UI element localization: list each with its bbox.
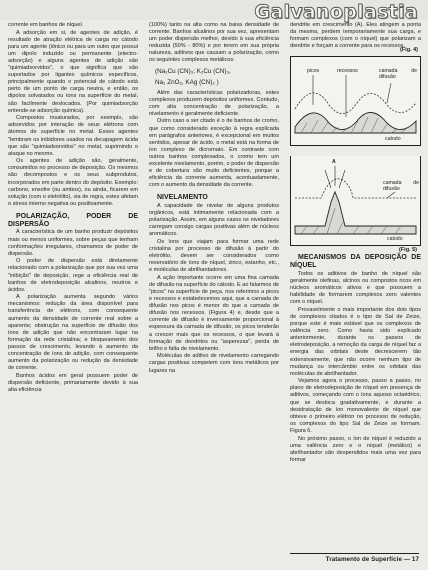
figure-5-dendrite: [290, 156, 421, 254]
figure-5-diagram: [291, 156, 420, 244]
label-camada-difusao: camada de difusão: [379, 68, 417, 81]
figure-4-diffusion-layer: [290, 47, 421, 146]
paragraph: Além das características polarizadoras, estes complexos produzem depósitos uniformes. Contudo, com alta concentração de polarização, a nivelamento é geralmente deficiente.: [149, 89, 279, 117]
label-recessos: recessos: [337, 68, 358, 75]
text-column-1: [8, 22, 138, 395]
paragraph: O poder de dispersão está diretamente relacionado com a polarização que por sua vez uma "inibição" de deposição, rege a eficiência real de banhos de eletrodeposição alcalinos, neutros e ácidos.: [8, 258, 138, 293]
paragraph: A adsorção em si, de agentes de adição, é resultado de atração elétrica de carga no cátodo para um agente (iônico ou para um outro que possui um dipolo induzido ou permanente (electro-adsorção) e alguns agentes de adição são "quimiadsorvidos", o que significa que são suportados por ligantes químicos específicos, principalmente quando o potencial de cátodo está perto de um ponto de carga neutra, e então, os dipolos solvatados ou íons na superfície do metal, são facilmente deslocados. (Por quimiadsorção entende-se adsorção química).: [8, 29, 138, 114]
figure-number: (Fig. 4): [399, 47, 418, 54]
paragraph: A ação importante ocorre em uma fina camada de difusão na superfície do cátodo. E ao falarmos de "picos" na superfície de peça, nos referimos a picos e recessos e estabelecemos aqui, que a camada de difusão nos picos é menor do que a camada de difusão nos recessos. (Figura 4) e, desde que a corrente de difusão é inversamente proporcional à espessura da camada de difusão, os picos tenderão a crescer mais que os recessos, o que levará à formação de dendritos ou "asperezas", perda de brilho e falta de nivelamento.: [149, 274, 279, 352]
paragraph: Outro caso a ser citado é o de banhos de cromo, que como considerado exceção à regra explicada em parágrafos anteriores, é excepcional em muitos sentidos, apesar de ácido, o metal está na forma de íon complexo de dicromato. Em contraste com outros banhos complexados, o cromo tem um excelente nivelamento, porém, o poder de dispersão e de cobertura são muito deficientes, porque a eficiência da corrente aumenta, acentuadamente, com o aumento da densidade da corrente.: [149, 118, 279, 189]
paragraph: corrente em banhos de níquel.: [8, 22, 84, 28]
paragraph: Provavelmente o mais importante dos dois tipos de complexos citados é o tipo de Sal de Zeize, porque este é mais estável que os complexos de valência zero. Como havia sido explicado anteriormente, durante os passos de eletrodeposição, a remoção da carga de níquel faz a energia das orbitais deste decrescerem tão extensivamente, que não ocorre nenhum tipo de mudança ou intercâmbio entre os orbitais das moléculas de abrilhantador.: [290, 306, 421, 377]
paragraph: Compostos insaturados, por exemplo, são adsorvidos por interação de seus elétrons com átomos de superfície no metal. Esses agentes "lembram os inibidores usados na decapagem ácida que são "quimiadsorvidos" no metal, suprimindo o ataque no mesmo.: [8, 115, 138, 157]
current-lines: [325, 166, 345, 188]
paragraph: Moléculas de aditivo de nivelamento carregando cargas positivas competem com íons metálicos por lugares na: [149, 353, 279, 374]
paragraph: No próximo passo, o íon de níquel é reduzido a uma valência zero e o níquel (metálico) e abrilhantador são despendidos mais uma vez para formar: [290, 435, 421, 463]
chemical-formula: (Na₂Cu (CN)₃; K₂Cu (CN)₃,: [155, 67, 231, 75]
paragraph: dendrite em crescimento (A). Eles atingem a ponta da mesma, perdem temporariamente sua carga, e formam complexos (com o níquel) que polarizam a dendrite e forçam a corrente para os recessos.: [290, 22, 421, 50]
heading-polarizacao: POLARIZAÇÃO, PODER DE DISPERSÃO: [8, 212, 138, 228]
section-title: Galvanoplastia: [254, 1, 418, 23]
page-footer: Tratamento de Superfície — 17: [325, 556, 419, 563]
pointer-camada: [387, 192, 395, 198]
text-column-2: [149, 22, 279, 375]
paragraph: A polarização aumenta segundo vários mecanismos: redução da área disponível para transferência de elétrons, com consequente aumento da densidade de corrente real sobre a aparente; obstrução na superfície de difusão dos íons de adição que não encontraram lugar na formação da rede cristalina; e bloqueamento dos passos de crescimento, levando à aumento da concentração de íons de adição, com consequente aumento da polarização ou redução da densidade de corrente.: [8, 294, 138, 372]
text-column-3: [290, 22, 421, 464]
label-catodo: catodo: [385, 136, 401, 143]
paragraph: À característica de um banho produzir depósitos mais ou menos uniformes, sobre peças que tenham conformações irregulares, chamamos de poder de dispersão.: [8, 229, 138, 257]
paragraph: Os agentes de adição são, geralmente, consumidos no processo de deposição. Os mesmos são decompostos e os seus subprodutos, incorporados em parte dentro do depósito. Exemplo: carbono, enxofre (ou ambos), ou ainda, ficarem em solução (com o eletrólito), via de regra, estes afetam o stress interno negativa ou positivamente.: [8, 158, 138, 207]
cathode-surface: [295, 113, 416, 134]
label-catodo: catodo: [387, 236, 403, 243]
label-picos: picos: [307, 68, 320, 75]
paragraph: Vejamos agora o processo, passo a passo, no plano de eletrodeposição de níquel em presença de aditivos, começando com o íons aquoso octaédrico, que se desloca gradativamente, e durante a desidratação de íon monovalente de níquel que obteve o primeiro elétron no processo de redução, os complexos do tipo Sal de Zeize se formam. Figura 6.: [290, 378, 421, 434]
chemical-formula-list: [149, 67, 279, 87]
label-camada-difusao: camada de difusão: [383, 180, 419, 193]
paragraph: A capacidade de nivelar de alguns produtos orgânicos, está intimamente relacionada com a polarização. Assim, em alguns casos os niveladores carregam consigo cargas positivas além de núcleos aromáticos.: [149, 202, 279, 238]
chemical-formula: Na₂ ZnO₂, KAg (CN)₂ ): [155, 78, 219, 86]
paragraph: Os íons que viajam para formar uma rede cristalina por processo de difusão à partir do eletrólito, devem ser considerados como reservatório de íons de níquel, zinco, estanho, etc., e moléculas de abrilhantadores.: [149, 238, 279, 274]
paragraph: Todos os aditivos de banho de níquel são geralmente olefinas, alcinos ou compostos ricos em núcleos aromáticos ativos e que possuem a habilidade de formarem complexos zero valentes com o níquel.: [290, 270, 421, 306]
footer-rule: [290, 553, 419, 554]
label-dendrite-a: A: [332, 159, 336, 166]
heading-nivelamento: NIVELAMENTO: [157, 194, 208, 202]
paragraph: (100%) tanto na alta como na baixa densidade de corrente. Banhos alcalinos por sua vez, apresentam um poder dispersão melhor, devido à sua eficiência reduzida (50% - 80%) e por terem em sua própria natureza, aditivos que causam a polarização, como os seguintes complexos metálicos:: [149, 22, 279, 64]
heading-mecanismos: MECANISMOS DA DEPOSIÇÃO DE NÍQUEL: [290, 254, 421, 270]
pointer-camada: [387, 83, 391, 103]
paragraph: Banhos ácidos em geral possuem poder de dispersão deficiente, primariamente devido à sua alta eficiência: [8, 372, 138, 393]
figure-number: (Fig. 5): [398, 247, 417, 254]
